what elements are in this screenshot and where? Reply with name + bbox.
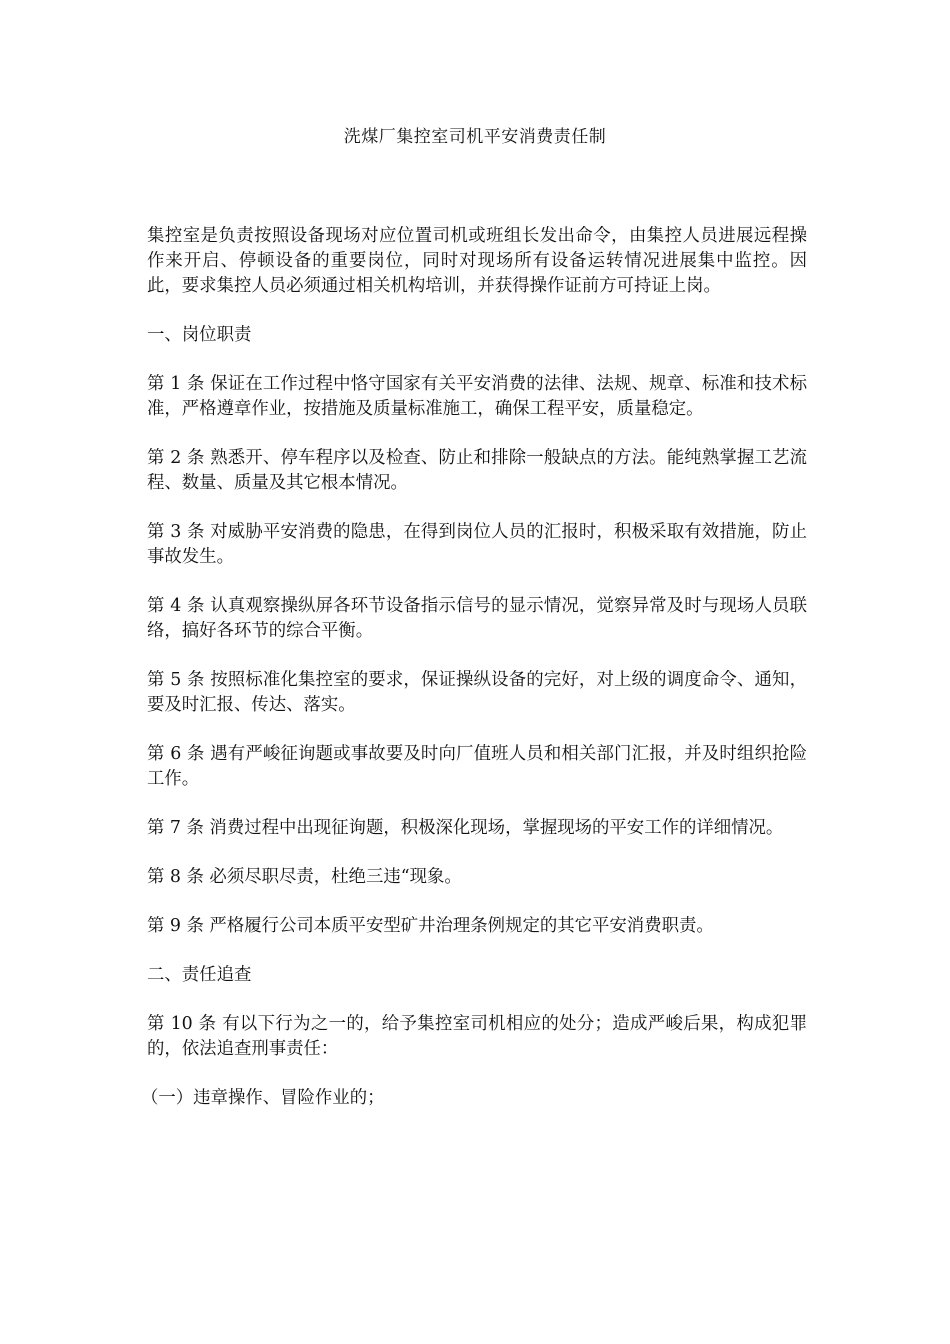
- article-2: 第 2 条 熟悉开、停车程序以及检查、防止和排除一般缺点的方法。能纯熟掌握工艺流程、数量、质量及其它根本情况。: [147, 448, 807, 493]
- document-title: 洗煤厂集控室司机平安消费责任制: [343, 127, 607, 147]
- article-1: 第 1 条 保证在工作过程中恪守国家有关平安消费的法律、法规、规章、标准和技术标准，严格遵章作业，按措施及质量标准施工，确保工程平安，质量稳定。: [147, 374, 807, 419]
- section-heading-duties: 一、岗位职责: [147, 325, 252, 345]
- intro-paragraph: 集控室是负责按照设备现场对应位置司机或班组长发出命令，由集控人员进展远程操作来开启、停顿设备的重要岗位，同时对现场所有设备运转情况进展集中监控。因此，要求集控人员必须通过相关机构培训，并获得操作证前方可持证上岗。: [147, 226, 807, 296]
- article-6: 第 6 条 遇有严峻征询题或事故要及时向厂值班人员和相关部门汇报，并及时组织抢险工作。: [147, 744, 807, 789]
- article-7: 第 7 条 消费过程中出现征询题，积极深化现场，掌握现场的平安工作的详细情况。: [147, 818, 784, 838]
- article-3: 第 3 条 对威胁平安消费的隐患，在得到岗位人员的汇报时，积极采取有效措施，防止事故发生。: [147, 522, 807, 567]
- article-4: 第 4 条 认真观察操纵屏各环节设备指示信号的显示情况，觉察异常及时与现场人员联络，搞好各环节的综合平衡。: [147, 596, 807, 641]
- article-5: 第 5 条 按照标准化集控室的要求，保证操纵设备的完好，对上级的调度命令、通知，要及时汇报、传达、落实。: [147, 670, 807, 715]
- section-heading-accountability: 二、责任追查: [147, 965, 252, 985]
- article-9: 第 9 条 严格履行公司本质平安型矿井治理条例规定的其它平安消费职责。: [147, 916, 714, 936]
- article-8: 第 8 条 必须尽职尽责，杜绝三违“现象。: [147, 867, 462, 887]
- document-body: [141, 224, 807, 1135]
- list-item-1: （一）违章操作、冒险作业的；: [141, 1088, 385, 1108]
- article-10: 第 10 条 有以下行为之一的，给予集控室司机相应的处分；造成严峻后果，构成犯罪的，依法追查刑事责任：: [147, 1014, 807, 1059]
